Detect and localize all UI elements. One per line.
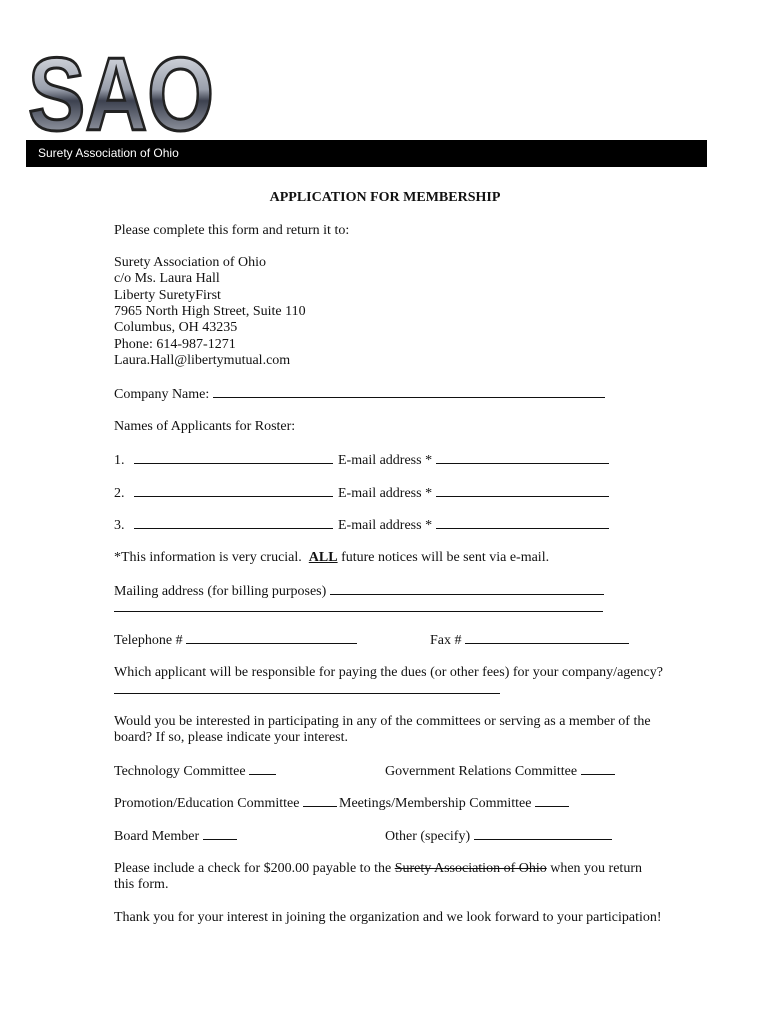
email-label: E-mail address * — [338, 453, 433, 468]
address-line-3: Liberty SuretyFirst — [114, 288, 221, 303]
address-phone: Phone: 614-987-1271 — [114, 337, 236, 352]
applicant-name-field-2[interactable] — [134, 484, 333, 497]
mailing-address-field-line-2[interactable] — [114, 611, 603, 612]
address-line-5: Columbus, OH 43235 — [114, 320, 238, 335]
meetings-committee-label: Meetings/Membership Committee — [339, 796, 532, 811]
header-bar-text: Surety Association of Ohio — [38, 146, 179, 160]
fax-row — [430, 631, 629, 649]
roster-label: Names of Applicants for Roster: — [114, 419, 296, 434]
applicant-row-1 — [114, 451, 333, 469]
intro-text: Please complete this form and return it to: — [114, 223, 350, 238]
meetings-committee-row — [339, 794, 569, 812]
check-note-payee: Surety Association of Ohio — [394, 861, 547, 876]
technology-committee-row — [114, 762, 276, 780]
check-note-prefix: Please include a check for $200.00 payable to the — [114, 861, 395, 876]
header-bar — [26, 140, 707, 167]
page-title: APPLICATION FOR MEMBERSHIP — [269, 190, 501, 205]
applicant-email-field-2[interactable] — [436, 484, 609, 497]
telephone-field[interactable] — [186, 631, 357, 644]
mailing-address-field[interactable] — [330, 582, 604, 595]
crucial-note-suffix: future notices will be sent via e-mail. — [337, 550, 550, 565]
applicant-row-3 — [114, 516, 333, 534]
applicant-number: 1. — [114, 453, 125, 468]
applicant-name-field-3[interactable] — [134, 516, 333, 529]
applicant-number: 3. — [114, 518, 125, 533]
crucial-note — [114, 549, 549, 566]
board-member-field[interactable] — [203, 827, 237, 840]
dues-answer-field[interactable] — [114, 693, 500, 694]
applicant-email-row-3 — [338, 516, 609, 534]
crucial-note-emphasis: ALL — [308, 550, 338, 565]
check-note-line-2: this form. — [114, 877, 169, 892]
sao-logo — [26, 30, 216, 140]
dues-question: Which applicant will be responsible for paying the dues (or other fees) for your company/agency? — [114, 665, 663, 680]
telephone-row — [114, 631, 357, 649]
company-name-field[interactable] — [213, 385, 605, 398]
logo-text: SAO — [28, 37, 214, 140]
thank-you-text: Thank you for your interest in joining the organization and we look forward to your participation! — [114, 910, 662, 925]
government-committee-row — [385, 762, 615, 780]
email-label: E-mail address * — [338, 518, 433, 533]
promotion-committee-row — [114, 794, 337, 812]
mailing-address-label: Mailing address (for billing purposes) — [114, 584, 327, 599]
other-interest-label: Other (specify) — [385, 829, 471, 844]
company-name-label: Company Name: — [114, 387, 210, 402]
applicant-name-field-1[interactable] — [134, 451, 333, 464]
applicant-row-2 — [114, 484, 333, 502]
check-note-line-1 — [114, 860, 642, 877]
address-line-2: c/o Ms. Laura Hall — [114, 271, 220, 286]
company-name-row — [114, 385, 605, 403]
fax-field[interactable] — [465, 631, 629, 644]
crucial-note-prefix: *This information is very crucial. — [114, 550, 309, 565]
board-member-label: Board Member — [114, 829, 200, 844]
other-interest-row — [385, 827, 612, 845]
fax-label: Fax # — [430, 633, 462, 648]
promotion-committee-label: Promotion/Education Committee — [114, 796, 300, 811]
committee-question-line-2: board? If so, please indicate your interest. — [114, 730, 349, 745]
email-label: E-mail address * — [338, 486, 433, 501]
technology-committee-field[interactable] — [249, 762, 276, 775]
other-interest-field[interactable] — [474, 827, 612, 840]
board-member-row — [114, 827, 237, 845]
committee-question-line-1: Would you be interested in participating in any of the committees or serving as a member of the — [114, 714, 651, 729]
applicant-email-field-3[interactable] — [436, 516, 609, 529]
applicant-number: 2. — [114, 486, 125, 501]
address-line-1: Surety Association of Ohio — [114, 255, 267, 270]
mailing-address-row — [114, 582, 604, 600]
check-note-suffix: when you return — [546, 861, 642, 876]
promotion-committee-field[interactable] — [303, 794, 337, 807]
technology-committee-label: Technology Committee — [114, 764, 246, 779]
government-committee-field[interactable] — [581, 762, 615, 775]
government-committee-label: Government Relations Committee — [385, 764, 578, 779]
applicant-email-row-1 — [338, 451, 609, 469]
telephone-label: Telephone # — [114, 633, 183, 648]
address-line-4: 7965 North High Street, Suite 110 — [114, 304, 306, 319]
applicant-email-field-1[interactable] — [436, 451, 609, 464]
applicant-email-row-2 — [338, 484, 609, 502]
address-email: Laura.Hall@libertymutual.com — [114, 353, 291, 368]
meetings-committee-field[interactable] — [535, 794, 569, 807]
